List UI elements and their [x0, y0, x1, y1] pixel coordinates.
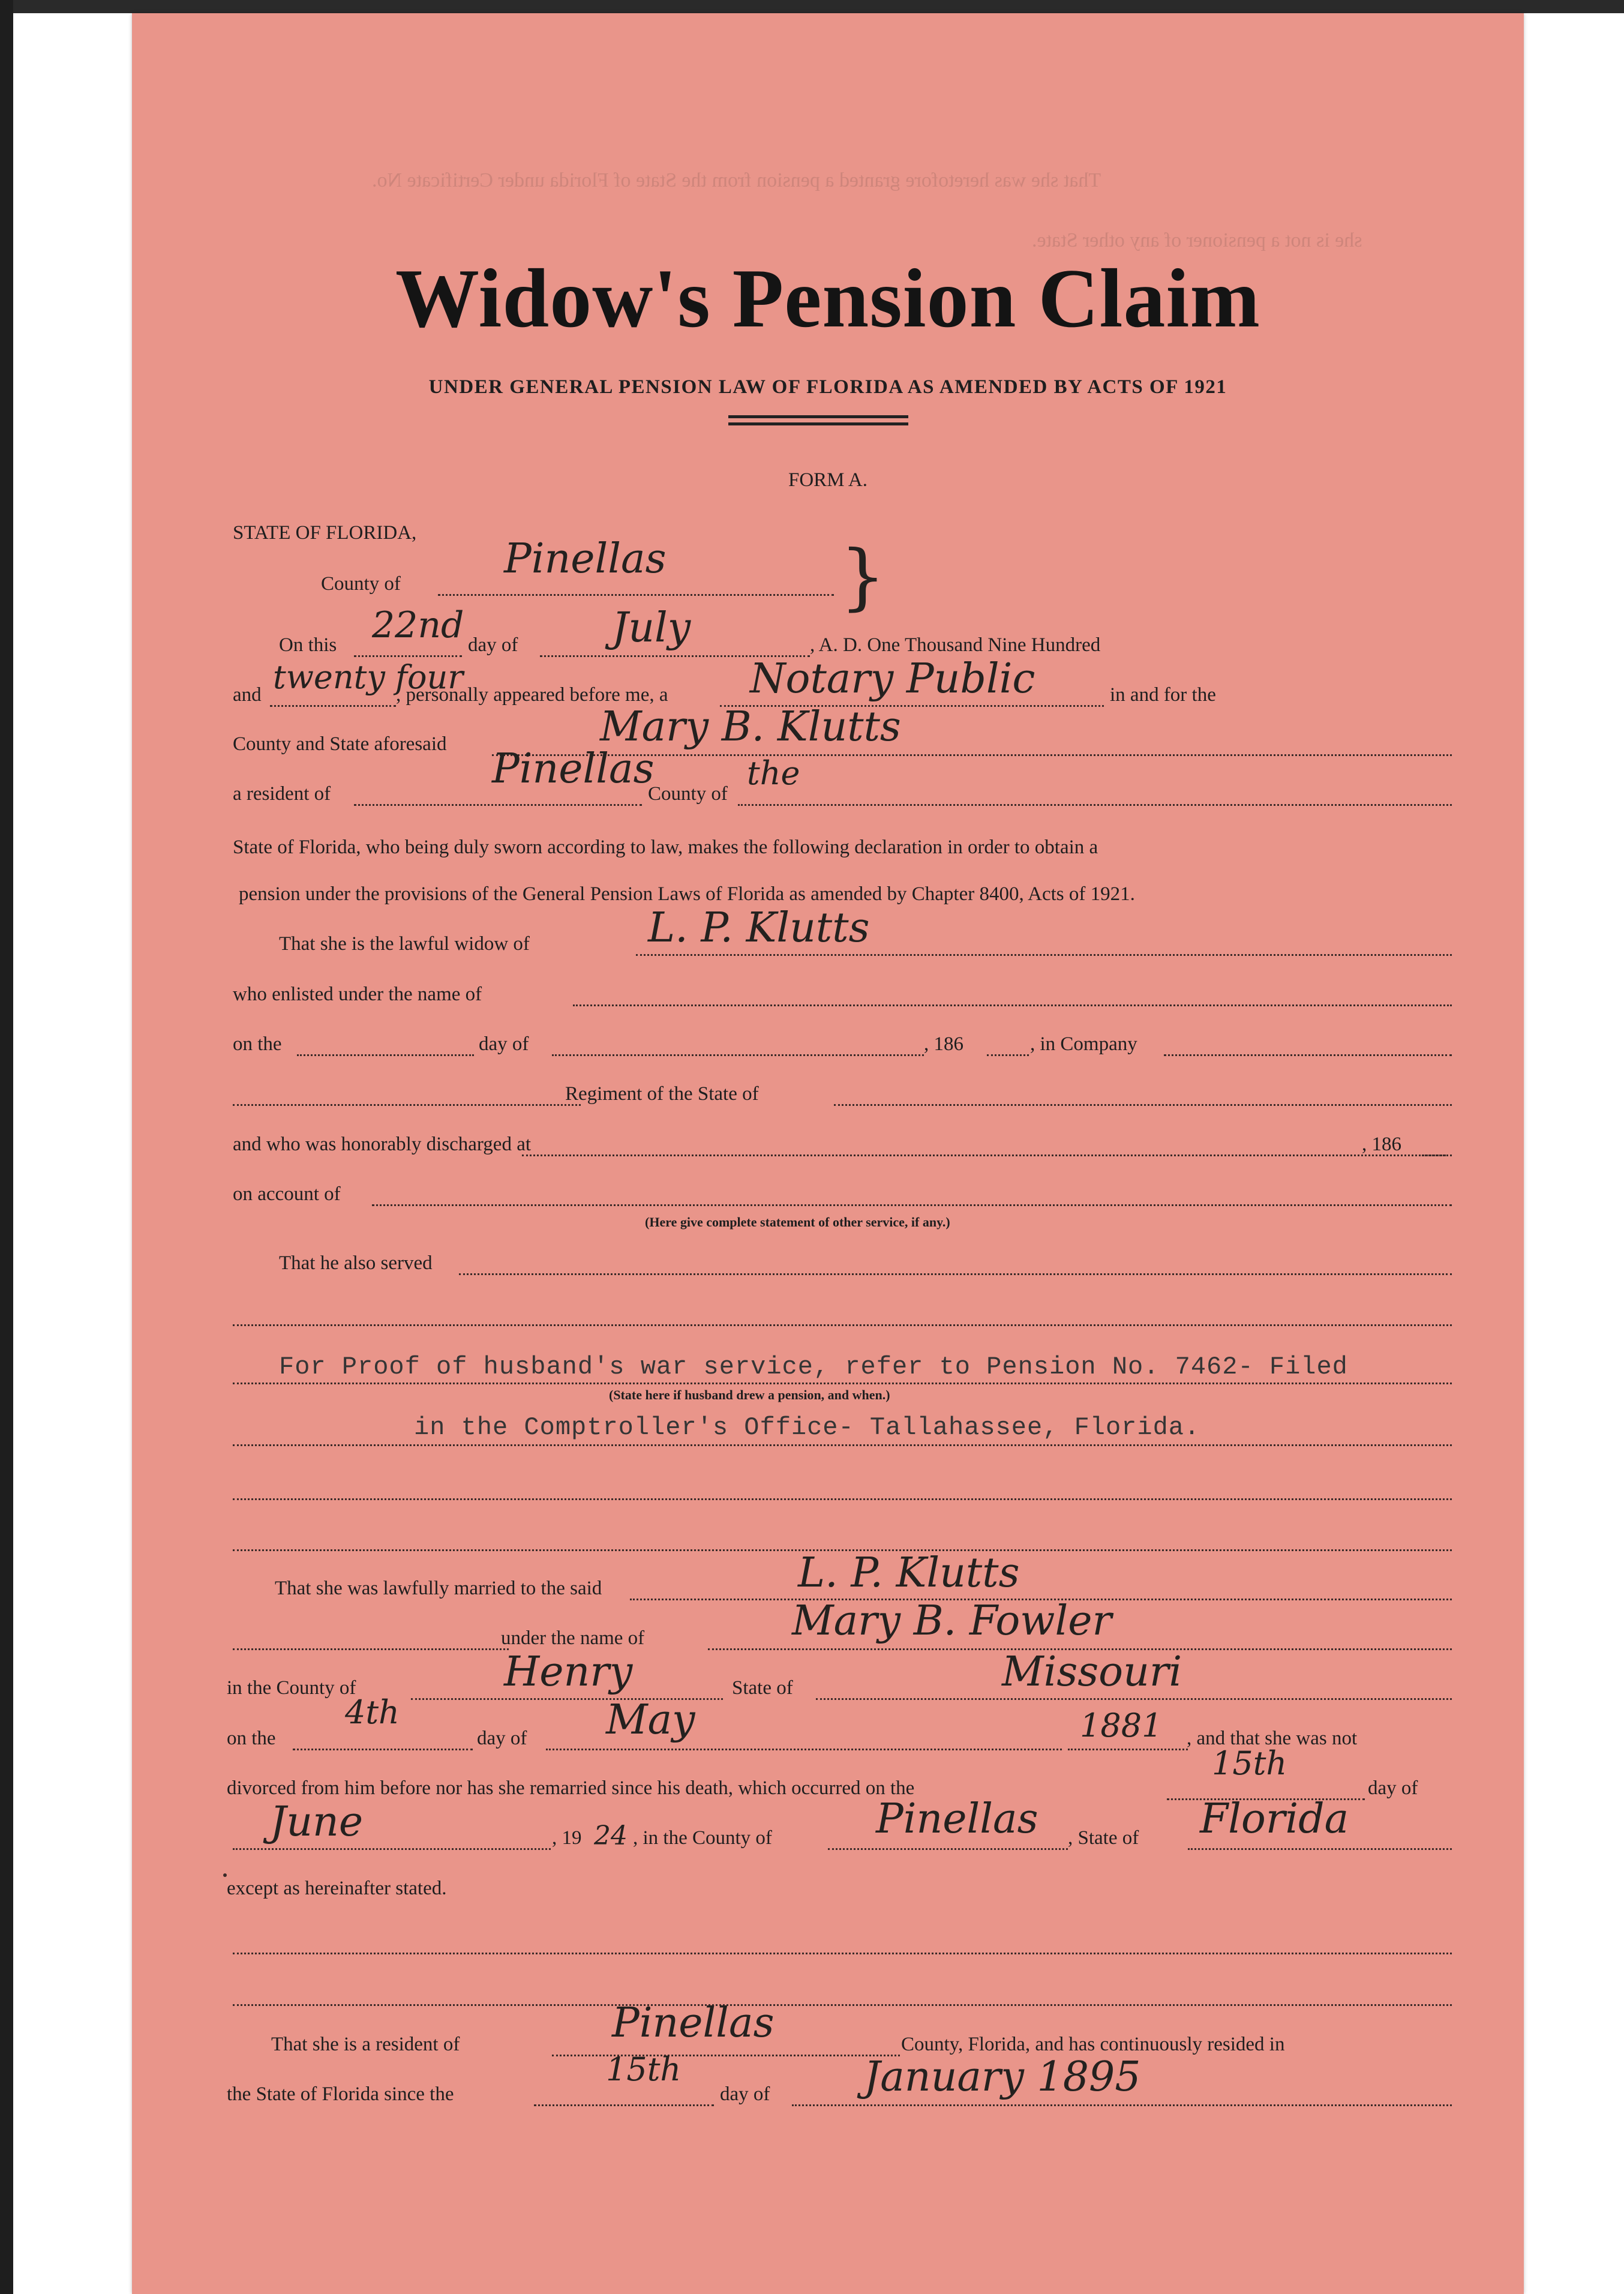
declaration-text: State of Florida, who being duly sworn according to law, makes the following declaration in order to obtain a: [233, 836, 1098, 858]
in-county-label: in the County of: [227, 1677, 356, 1699]
resident-county-value: Pinellas: [492, 745, 655, 793]
since-day-field: [534, 2104, 714, 2106]
death-county-value: Pinellas: [876, 1795, 1038, 1843]
death-month-value: June: [270, 1798, 364, 1846]
form-subtitle: UNDER GENERAL PENSION LAW OF FLORIDA AS AMENDED BY ACTS OF 1921: [428, 376, 1227, 398]
since-day-of-label: day of: [720, 2083, 770, 2105]
county-of-the-value: the: [747, 754, 800, 792]
res-county-value: Pinellas: [612, 1999, 775, 2047]
day-value: 22nd: [372, 604, 464, 646]
divorced-text: divorced from him before nor has she remarried since his death, which occurred on the: [227, 1777, 915, 1799]
company-field: [1164, 1054, 1452, 1056]
lawful-widow-label: That she is the lawful widow of: [279, 933, 530, 955]
married-label: That she was lawfully married to the said: [275, 1578, 602, 1599]
ink-dot: [223, 1873, 227, 1877]
proof-line-field: [233, 1383, 1452, 1384]
county-value: Pinellas: [504, 535, 667, 583]
since-date-value: January 1895: [864, 2053, 1141, 2101]
marriage-year-field: [1068, 1749, 1188, 1750]
window-left-border: [0, 0, 13, 2294]
county-florida-text: County, Florida, and has continuously resided in: [901, 2034, 1285, 2055]
in-company-label: , in Company: [1030, 1033, 1137, 1055]
day-of-label: day of: [468, 634, 518, 656]
maiden-value: Mary B. Fowler: [792, 1597, 1112, 1645]
death-county-field: [828, 1848, 1068, 1850]
enlisted-field: [573, 1004, 1452, 1006]
regiment-state-field: [834, 1104, 1452, 1106]
typed-proof-line: For Proof of husband's war service, refer to Pension No. 7462- Filed: [279, 1353, 1348, 1381]
and-label: and: [233, 684, 262, 706]
enlist-day-field: [297, 1054, 474, 1056]
death-day-of-label: day of: [1368, 1777, 1418, 1799]
marriage-day-field: [293, 1749, 473, 1750]
resident-that-label: That she is a resident of: [271, 2034, 460, 2055]
husband2-value: L. P. Klutts: [798, 1549, 1020, 1597]
in-and-for-label: in and for the: [1110, 684, 1216, 706]
blank-line-1: [233, 1498, 1452, 1500]
county-state-label: County and State aforesaid: [233, 733, 447, 755]
also-served-field: [459, 1273, 1452, 1275]
ad-text: , A. D. One Thousand Nine Hundred: [810, 634, 1101, 656]
on-account-label: on account of: [233, 1183, 341, 1205]
res-county-field: [552, 2055, 900, 2056]
year-words-field: [270, 705, 396, 707]
death-year-value: 24: [594, 1821, 628, 1851]
marriage-day-of-label: day of: [477, 1728, 527, 1749]
discharged-field: [522, 1155, 1446, 1156]
discharged-label: and who was honorably discharged at: [233, 1133, 532, 1155]
county-label: County of: [321, 573, 401, 595]
double-rule-bottom: [728, 422, 908, 425]
pension-note: (State here if husband drew a pension, and when.): [609, 1387, 890, 1402]
day-field: [354, 655, 462, 657]
marriage-state-value: Missouri: [1002, 1648, 1182, 1696]
bleed-through: she is not a pensioner of any other State.: [1032, 229, 1362, 251]
death-state-value: Florida: [1200, 1795, 1349, 1843]
pension-form-paper: [132, 13, 1524, 2294]
marriage-year-value: 1881: [1080, 1707, 1163, 1744]
regiment-field: [233, 1104, 581, 1106]
except-line-1: [233, 1953, 1452, 1954]
comma-19-label: , 19: [552, 1827, 582, 1849]
also-served-field-2: [233, 1324, 1452, 1326]
on-the-label: on the: [233, 1033, 282, 1055]
year-words-value: twenty four: [273, 658, 464, 696]
resident-county-field: [354, 804, 642, 806]
regiment-label: Regiment of the State of: [565, 1083, 759, 1105]
office-line-field: [233, 1444, 1452, 1446]
state-of-label: State of: [732, 1677, 793, 1699]
also-served-label: That he also served: [279, 1252, 433, 1274]
service-note: (Here give complete statement of other service, if any.): [645, 1215, 950, 1230]
county-of-the-field: [738, 804, 1452, 806]
on-the2-label: on the: [227, 1728, 276, 1749]
husband-field: [636, 954, 1452, 956]
claimant-value: Mary B. Klutts: [600, 703, 901, 751]
window-top-border: [0, 0, 1624, 13]
death-day-value: 15th: [1212, 1744, 1287, 1782]
enlisted-label: who enlisted under the name of: [233, 983, 482, 1005]
county-field: [438, 594, 834, 596]
month-value: July: [612, 604, 691, 652]
except-line-2: [233, 2004, 1452, 2006]
enlist-day-of-label: day of: [479, 1033, 529, 1055]
under-name-pre-field: [233, 1648, 509, 1650]
brace-glyph: }: [840, 535, 886, 619]
form-title: Widow's Pension Claim: [395, 252, 1260, 345]
marriage-state-field: [816, 1698, 1452, 1700]
marriage-month-value: May: [606, 1696, 695, 1744]
typed-office-line: in the Comptroller's Office- Tallahassee, Florida.: [414, 1413, 1200, 1442]
except-text: except as hereinafter stated.: [227, 1878, 447, 1899]
year-186b-label: , 186: [1362, 1133, 1401, 1155]
provisions-text: pension under the provisions of the General Pension Laws of Florida as amended by Chapter 8400, Acts of 1921.: [239, 883, 1135, 905]
husband-value: L. P. Klutts: [648, 904, 870, 952]
not-text: , and that she was not: [1187, 1728, 1358, 1749]
resident-label: a resident of: [233, 783, 331, 805]
on-account-field: [372, 1204, 1452, 1206]
personally-label: , personally appeared before me, a: [396, 684, 668, 706]
on-this-label: On this: [279, 634, 337, 656]
death-month-field: [233, 1848, 551, 1850]
in-county2-label: , in the County of: [633, 1827, 772, 1849]
bleed-through: That she was heretofore granted a pension from the State of Florida under Certificate No.: [372, 169, 1101, 191]
since-day-value: 15th: [606, 2050, 682, 2088]
marriage-county-value: Henry: [504, 1648, 633, 1696]
official-value: Notary Public: [750, 655, 1035, 703]
under-name-label: under the name of: [501, 1627, 645, 1649]
marriage-month-field: [546, 1749, 1062, 1750]
state-label: STATE OF FLORIDA,: [233, 522, 417, 544]
since-the-label: the State of Florida since the: [227, 2083, 454, 2105]
year-186-label: , 186: [924, 1033, 963, 1055]
discharge-year-field: [1422, 1155, 1452, 1156]
county-of-the-label: County of: [648, 783, 728, 805]
death-state-field: [1188, 1848, 1452, 1850]
state-of2-label: , State of: [1068, 1827, 1139, 1849]
marriage-day-value: 4th: [345, 1693, 400, 1731]
enlist-year-field: [987, 1054, 1029, 1056]
double-rule-top: [728, 415, 908, 418]
enlist-month-field: [552, 1054, 924, 1056]
since-date-field: [792, 2104, 1452, 2106]
form-label: FORM A.: [788, 469, 868, 491]
